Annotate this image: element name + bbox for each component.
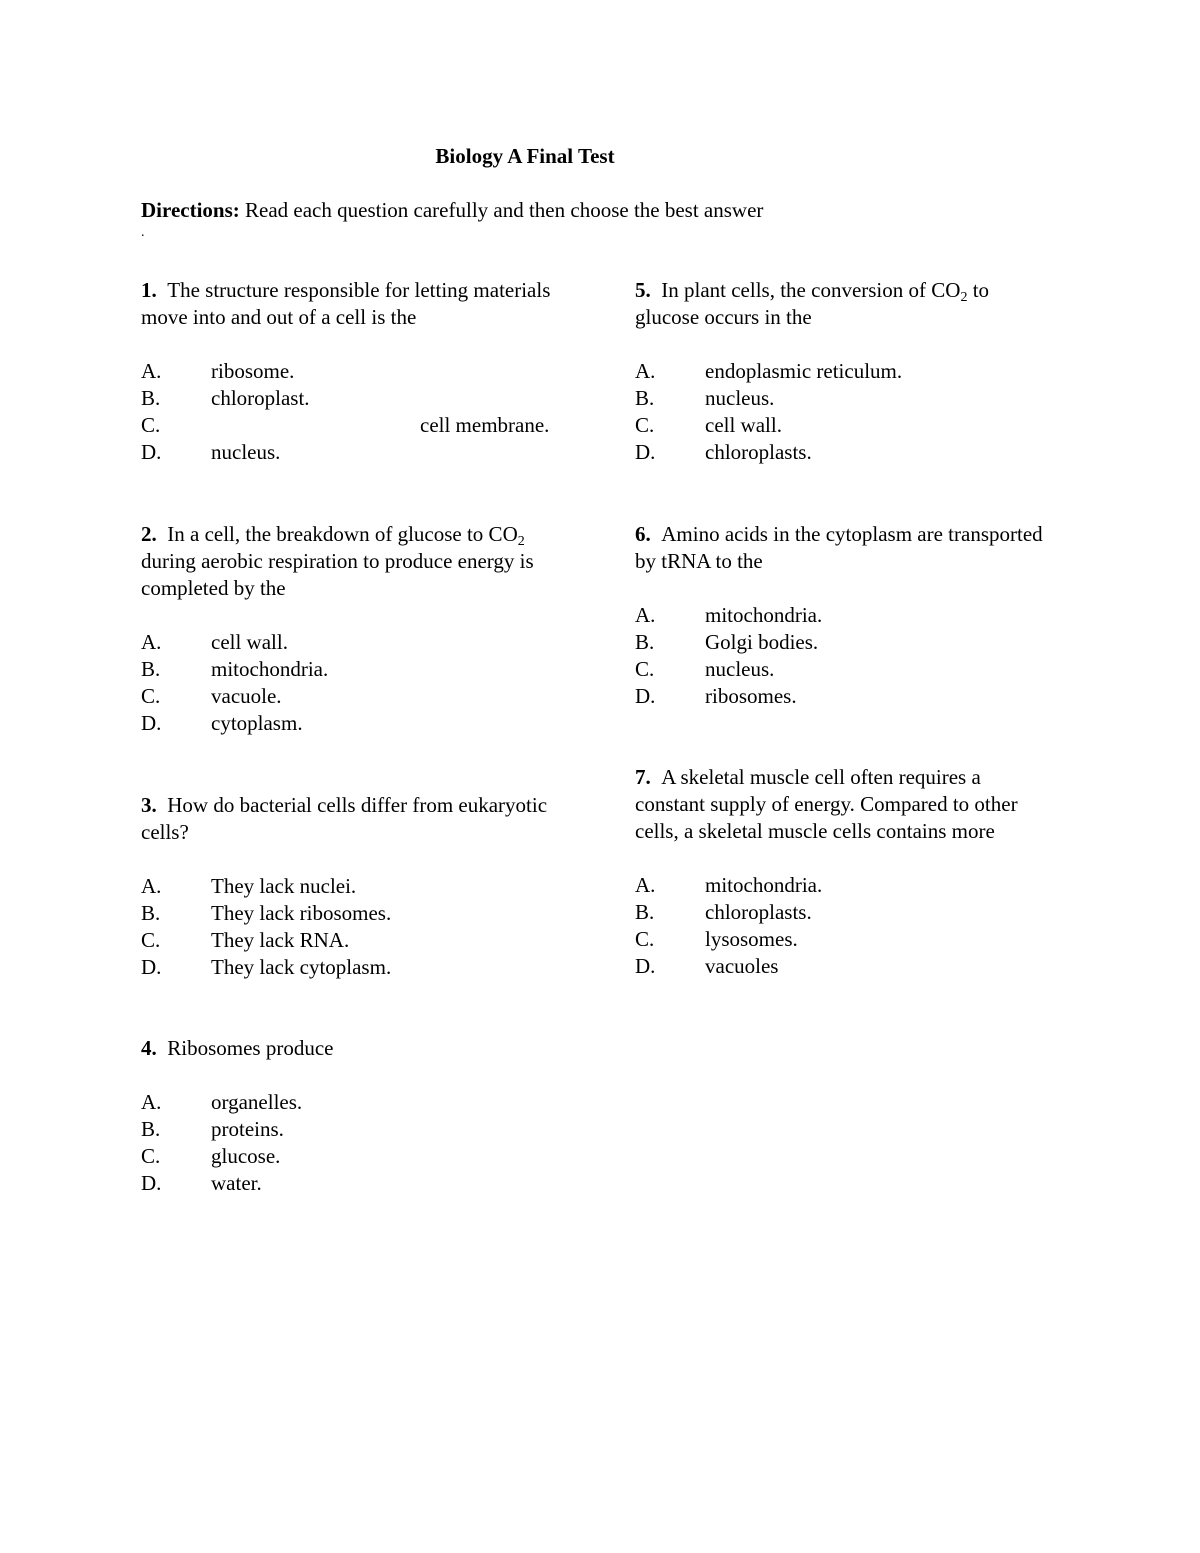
choice-c[interactable]: [141, 412, 561, 439]
choice-text: chloroplast.: [211, 386, 310, 410]
choice-d[interactable]: [141, 439, 561, 466]
choice-text: lysosomes.: [705, 927, 798, 951]
question-number: 7.: [635, 765, 651, 789]
choice-text: ribosomes.: [705, 684, 797, 708]
question-4: [141, 1035, 561, 1197]
choice-letter: C.: [141, 1144, 161, 1168]
choice-letter: A.: [635, 603, 656, 627]
directions: [141, 197, 1041, 224]
question-number: 2.: [141, 522, 157, 546]
choice-letter: C.: [141, 928, 161, 952]
choice-text: They lack RNA.: [211, 928, 350, 952]
choice-text: glucose.: [211, 1144, 281, 1168]
choice-letter: A.: [635, 359, 656, 383]
choice-a[interactable]: [141, 358, 561, 385]
choice-letter: D.: [635, 954, 656, 978]
question-number: 1.: [141, 278, 157, 302]
question-text: In plant cells, the conversion of CO: [661, 278, 961, 302]
choice-text: cell wall.: [705, 413, 782, 437]
choice-letter: C.: [141, 413, 161, 437]
choice-a[interactable]: [635, 872, 1055, 899]
question-stem: [635, 277, 1055, 331]
question-stem: [141, 792, 561, 846]
choice-letter: A.: [141, 1090, 162, 1114]
choice-letter: B.: [635, 386, 655, 410]
question-stem: [141, 277, 561, 331]
choice-letter: A.: [141, 874, 162, 898]
choice-text: endoplasmic reticulum.: [705, 359, 903, 383]
choice-a[interactable]: [141, 873, 561, 900]
choice-text: nucleus.: [211, 440, 281, 464]
question-stem: [635, 521, 1055, 575]
choice-d[interactable]: [141, 710, 561, 737]
choice-list: [141, 873, 561, 981]
choice-a[interactable]: [635, 358, 1055, 385]
choice-letter: D.: [635, 684, 656, 708]
choice-c[interactable]: [635, 656, 1055, 683]
choice-text: vacuoles: [705, 954, 779, 978]
question-7: [635, 764, 1055, 980]
choice-d[interactable]: [635, 953, 1055, 980]
choice-text: nucleus.: [705, 657, 775, 681]
choice-text: nucleus.: [705, 386, 775, 410]
choice-d[interactable]: [141, 1170, 561, 1197]
page-title: Biology A Final Test: [435, 144, 615, 168]
question-text: Ribosomes produce: [167, 1036, 334, 1060]
choice-list: [635, 602, 1055, 710]
choice-text: mitochondria.: [705, 873, 823, 897]
choice-text: They lack ribosomes.: [211, 901, 392, 925]
choice-text: chloroplasts.: [705, 900, 812, 924]
question-stem: [635, 764, 1055, 845]
choice-text: mitochondria.: [211, 657, 329, 681]
question-6: [635, 521, 1055, 710]
question-text-cont: to glucose occurs in the: [635, 278, 990, 329]
choice-letter: D.: [141, 955, 162, 979]
choice-text: vacuole.: [211, 684, 282, 708]
question-1: [141, 277, 561, 466]
directions-text: Read each question carefully and then choose the best answer: [245, 198, 764, 222]
choice-b[interactable]: [635, 899, 1055, 926]
question-5: [635, 277, 1055, 466]
choice-text: cell wall.: [211, 630, 288, 654]
choice-c[interactable]: [141, 927, 561, 954]
choice-a[interactable]: [141, 1089, 561, 1116]
directions-trailing-dot: .: [141, 225, 145, 240]
question-text: How do bacterial cells differ from eukaryotic cells?: [141, 793, 548, 844]
question-text: The structure responsible for letting materials move into and out of a cell is the: [141, 278, 551, 329]
choice-text: cell membrane.: [420, 413, 550, 437]
choice-list: [141, 1089, 561, 1197]
choice-letter: A.: [635, 873, 656, 897]
choice-list: [635, 358, 1055, 466]
choice-b[interactable]: [141, 1116, 561, 1143]
choice-b[interactable]: [635, 629, 1055, 656]
question-text-cont: during aerobic respiration to produce energy is completed by the: [141, 549, 534, 600]
question-number: 4.: [141, 1036, 157, 1060]
choice-c[interactable]: [141, 1143, 561, 1170]
choice-letter: D.: [635, 440, 656, 464]
choice-b[interactable]: [141, 385, 561, 412]
choice-d[interactable]: [141, 954, 561, 981]
choice-letter: A.: [141, 630, 162, 654]
subscript: 2: [960, 290, 968, 305]
choice-letter: C.: [635, 927, 655, 951]
directions-label: Directions:: [141, 198, 240, 222]
choice-text: cytoplasm.: [211, 711, 303, 735]
choice-letter: B.: [141, 386, 161, 410]
choice-a[interactable]: [635, 602, 1055, 629]
subscript: 2: [517, 534, 525, 549]
question-number: 5.: [635, 278, 651, 302]
choice-text: Golgi bodies.: [705, 630, 819, 654]
choice-c[interactable]: [635, 412, 1055, 439]
choice-text: mitochondria.: [705, 603, 823, 627]
choice-letter: A.: [141, 359, 162, 383]
choice-d[interactable]: [635, 439, 1055, 466]
question-text: A skeletal muscle cell often requires a constant supply of energy. Compared to other cells, a skeletal muscle cells contains more: [635, 765, 1018, 843]
choice-list: [141, 358, 561, 466]
choice-letter: B.: [141, 1117, 161, 1141]
choice-a[interactable]: [141, 629, 561, 656]
question-text: Amino acids in the cytoplasm are transported by tRNA to the: [635, 522, 1043, 573]
choice-text: chloroplasts.: [705, 440, 812, 464]
choice-d[interactable]: [635, 683, 1055, 710]
choice-text: water.: [211, 1171, 262, 1195]
choice-letter: C.: [141, 684, 161, 708]
choice-text: ribosome.: [211, 359, 295, 383]
question-text: In a cell, the breakdown of glucose to CO: [167, 522, 518, 546]
choice-b[interactable]: [141, 900, 561, 927]
choice-text: They lack nuclei.: [211, 874, 357, 898]
choice-letter: B.: [141, 657, 161, 681]
choice-letter: C.: [635, 413, 655, 437]
choice-letter: B.: [141, 901, 161, 925]
choice-letter: D.: [141, 711, 162, 735]
choice-letter: D.: [141, 440, 162, 464]
choice-letter: B.: [635, 900, 655, 924]
question-number: 3.: [141, 793, 157, 817]
choice-letter: C.: [635, 657, 655, 681]
choice-text: They lack cytoplasm.: [211, 955, 392, 979]
question-number: 6.: [635, 522, 651, 546]
choice-text: organelles.: [211, 1090, 303, 1114]
question-stem: [141, 521, 561, 602]
choice-c[interactable]: [141, 683, 561, 710]
question-stem: [141, 1035, 561, 1062]
choice-letter: B.: [635, 630, 655, 654]
choice-b[interactable]: [141, 656, 561, 683]
choice-c[interactable]: [635, 926, 1055, 953]
question-2: [141, 521, 561, 737]
choice-text: proteins.: [211, 1117, 284, 1141]
choice-b[interactable]: [635, 385, 1055, 412]
choice-letter: D.: [141, 1171, 162, 1195]
question-3: [141, 792, 561, 981]
choice-list: [141, 629, 561, 737]
choice-list: [635, 872, 1055, 980]
